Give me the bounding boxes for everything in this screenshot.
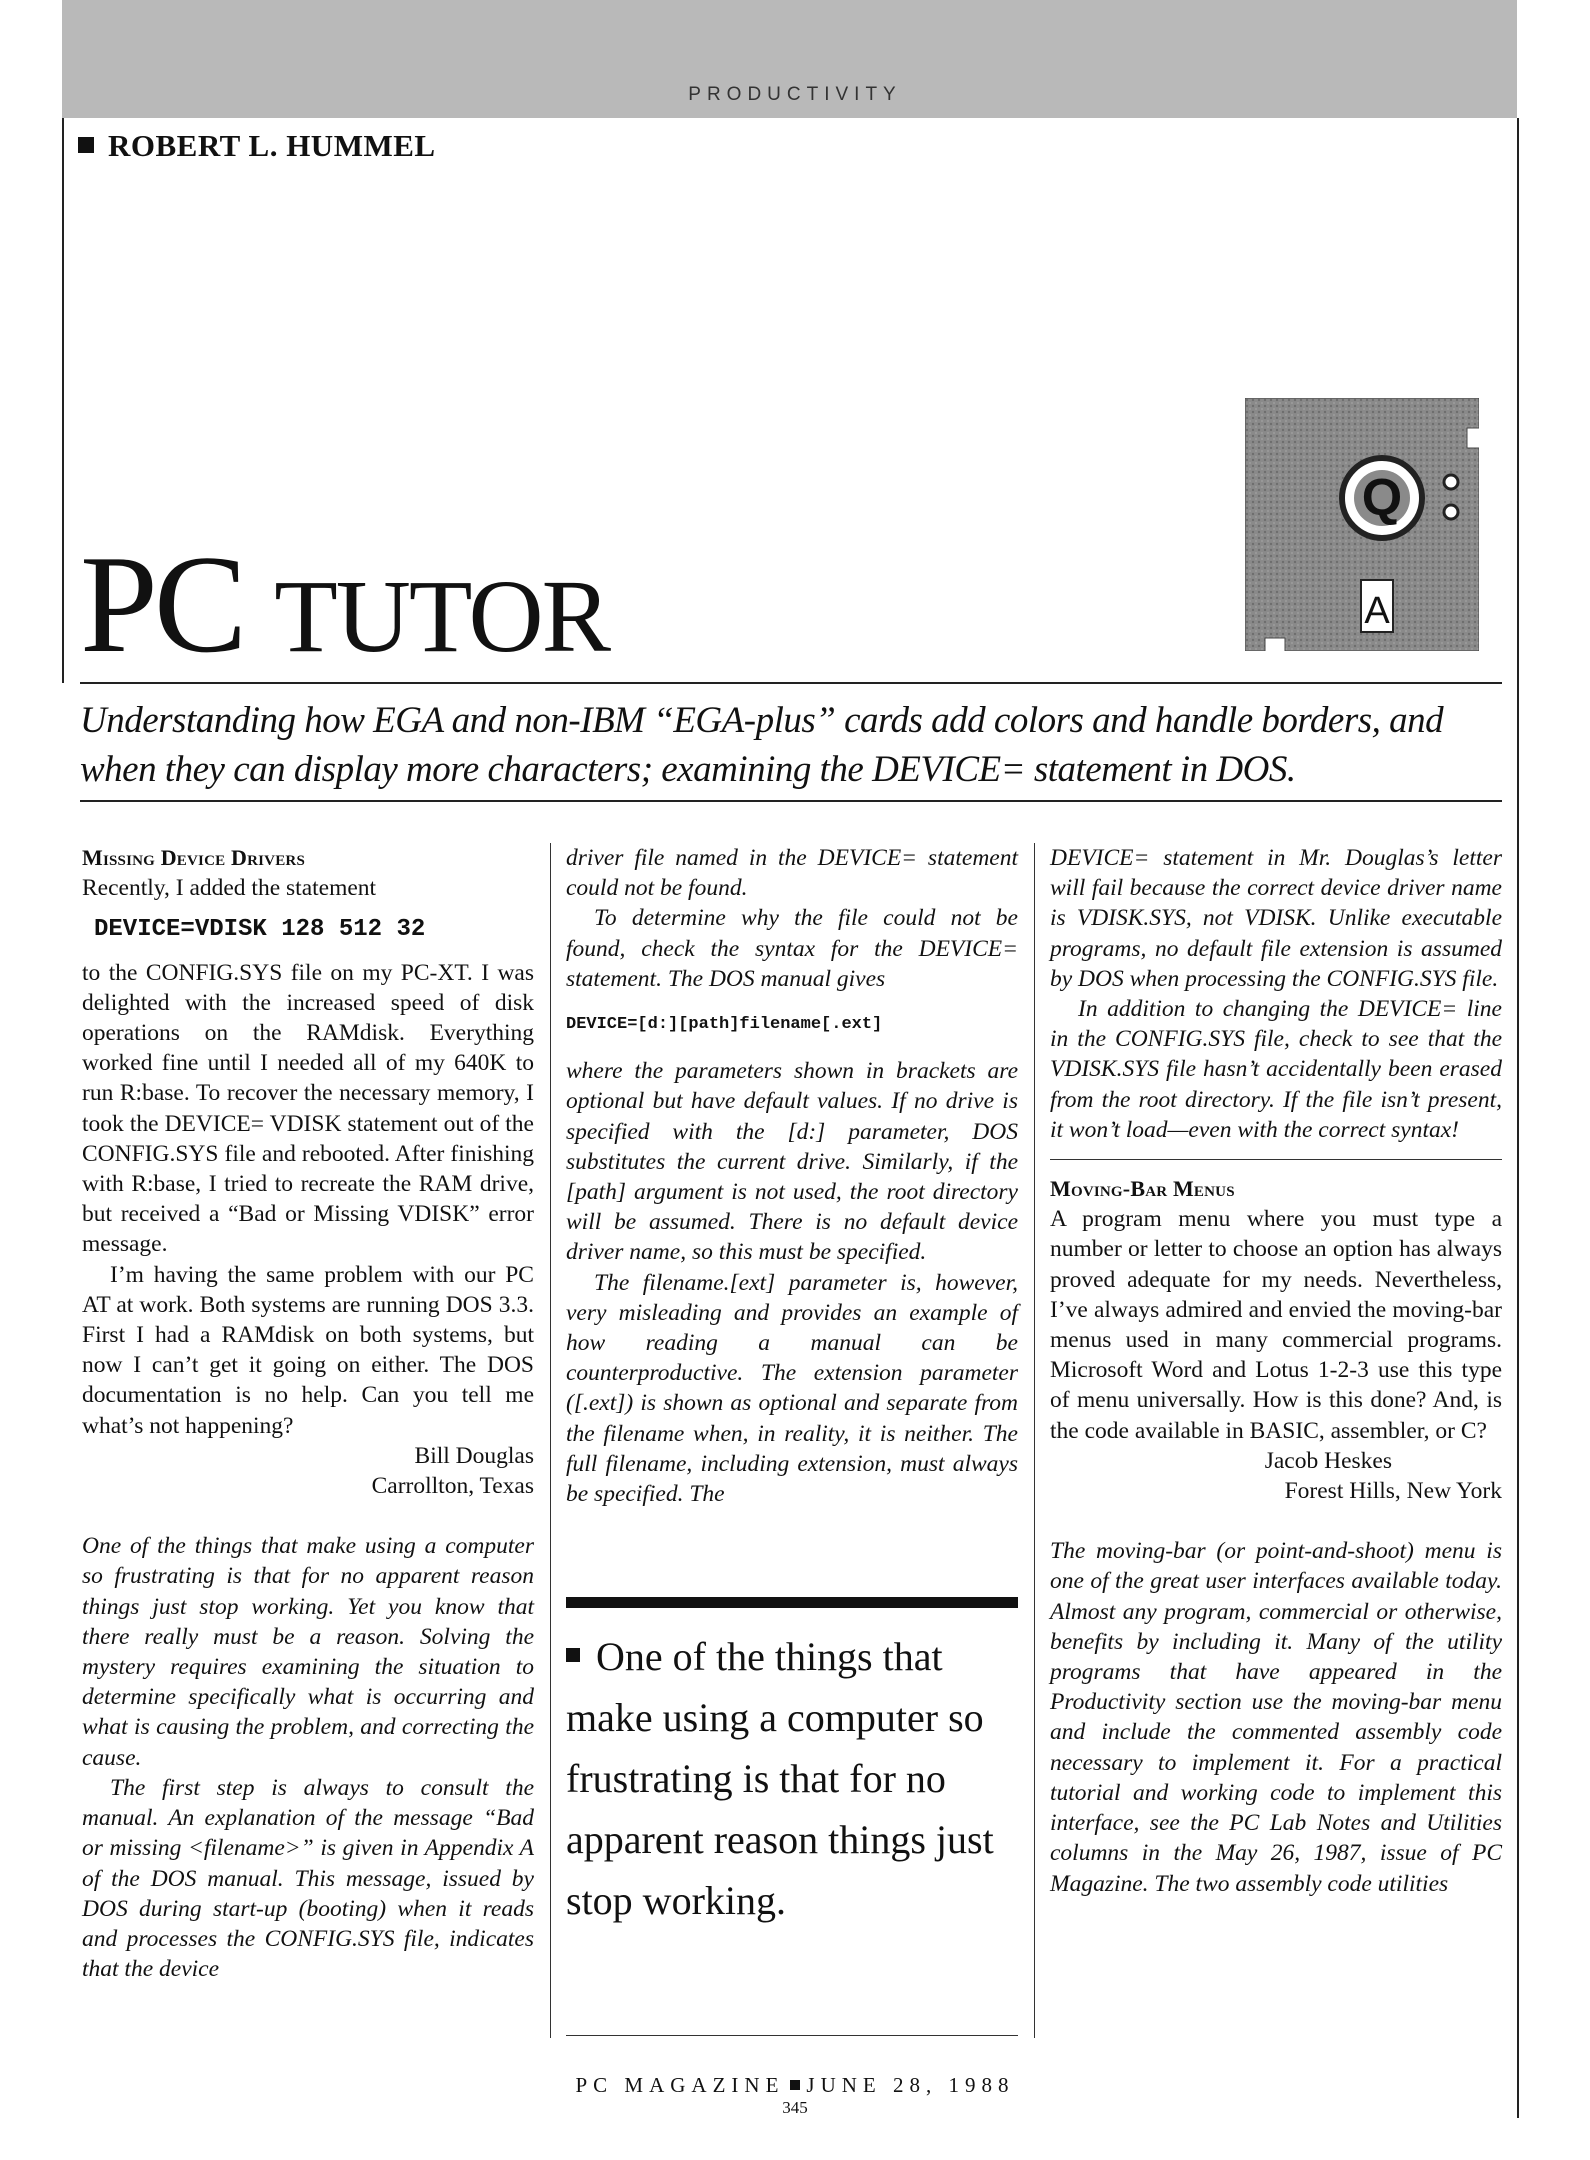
answer-paragraph: The moving-bar (or point-and-shoot) menu is one of the great user interfaces available today. Almost any program, commercial or otherwise, benefits by including it. Many of the utility programs that have appeared in the Productivity section use the moving-bar menu and include the commented assembly code necessary to implement it. For a practical tutorial and working code to implement this interface, see the PC Lab Notes and Utilities columns in the May 26, 1987, issue of PC Magazine. The two assembly code utilities xyxy=(1050,1538,1502,1897)
page-title xyxy=(80,527,610,682)
letter-signature-name: Jacob Heskes xyxy=(1264,1447,1392,1474)
section-rule xyxy=(1050,1159,1502,1160)
pullquote xyxy=(566,1626,1018,1931)
column-2 xyxy=(566,843,1018,1509)
title-pc: PC xyxy=(80,527,244,682)
left-border-rule xyxy=(62,118,64,683)
bullet-square-icon xyxy=(566,1648,580,1662)
answer-paragraph: driver file named in the DEVICE= statement could not be found. xyxy=(566,845,1018,902)
pullquote-text: One of the things that make using a computer so frustrating is that for no apparent reason things just stop working. xyxy=(566,1634,994,1923)
article-deck: Understanding how EGA and non-IBM “EGA-plus” cards add colors and handle borders, and when they can display more characters; examining the DEVICE= statement in DOS. xyxy=(80,700,1444,790)
answer-paragraph: The filename.[ext] parameter is, however, very misleading and provides an example of how reading a manual can be counterproductive. The extension parameter ([.ext]) is shown as optional and separate from the filename when, in reality, it is neither. The full filename, including extension, must always be specified. The xyxy=(566,1269,1018,1508)
logo-q-letter: Q xyxy=(1361,469,1403,527)
letter-signature-name: Bill Douglas xyxy=(414,1442,534,1469)
subhead-missing-device-drivers: Missing Device Drivers xyxy=(82,845,305,870)
footer-date: JUNE 28, 1988 xyxy=(806,2073,1015,2097)
code-sample: DEVICE=VDISK 128 512 32 xyxy=(94,916,426,944)
footer-magazine: PC MAGAZINE xyxy=(575,2073,785,2097)
floppy-disk-qa-icon xyxy=(1245,398,1501,651)
letter-paragraph: A program menu where you must type a number or letter to choose an option has always proved adequate for my needs. Nevertheless, I’ve always admired and envied the moving-bar menus used in many commercial programs. Microsoft Word and Lotus 1-2-3 use this type of menu universally. How is this done? And, is the code available in BASIC, assembler, or C? xyxy=(1050,1206,1502,1444)
section-label: PRODUCTIVITY xyxy=(688,84,902,105)
pullquote-top-bar xyxy=(566,1597,1018,1608)
bullet-square-icon xyxy=(78,137,94,153)
answer-paragraph: One of the things that make using a computer so frustrating is that for no apparent reason things just stop working. Yet you know that there really must be a reason. Solving the mystery requires examining the situation to determine specifically what is occurring and what is causing the problem, and correcting the cause. xyxy=(82,1533,534,1771)
author-name: ROBERT L. HUMMEL xyxy=(108,128,436,163)
letter-paragraph: Recently, I added the statement xyxy=(82,875,377,902)
right-border-rule xyxy=(1517,118,1519,2118)
subhead-moving-bar-menus: Moving-Bar Menus xyxy=(1050,1176,1235,1202)
column-3 xyxy=(1050,843,1502,1899)
answer-paragraph: where the parameters shown in brackets are optional but have default values. If no drive is specified with the [d:] parameter, DOS substitutes the current drive. Similarly, if the [path] argument is not used, the root directory will be assumed. There is no default device driver name, so this must be specified. xyxy=(566,1058,1018,1266)
answer-paragraph: In addition to changing the DEVICE= line in the CONFIG.SYS file, check to see that the VDISK.SYS file hasn’t accidentally been erased from the root directory. If the file isn’t present, it won’t load—even with the correct syntax! xyxy=(1050,996,1502,1143)
page-number: 345 xyxy=(782,2098,808,2117)
title-tutor: TUTOR xyxy=(274,559,610,674)
code-syntax: DEVICE=[d:][path]filename[.ext] xyxy=(566,1015,883,1035)
column-divider xyxy=(1034,843,1035,2038)
answer-paragraph: To determine why the file could not be found, check the syntax for the DEVICE= statement. The DOS manual gives xyxy=(566,905,1018,992)
letter-signature-place: Forest Hills, New York xyxy=(1284,1478,1502,1505)
column-divider xyxy=(550,843,551,2038)
column-1 xyxy=(82,843,534,1984)
letter-paragraph: I’m having the same problem with our PC AT at work. Both systems are running DOS 3.3. First I had a RAMdisk on both systems, but now I can’t get it going on either. The DOS documentation is no help. Can you tell me what’s not happening? xyxy=(82,1261,534,1439)
deck-rule xyxy=(80,800,1502,802)
logo-a-letter: A xyxy=(1364,590,1390,632)
letter-signature-place: Carrollton, Texas xyxy=(371,1473,534,1500)
answer-paragraph: DEVICE= statement in Mr. Douglas’s letter will fail because the correct device driver name is VDISK.SYS, not VDISK. Unlike executable programs, no default file extension is assumed by DOS when processing the CONFIG.SYS file. xyxy=(1050,845,1502,992)
pullquote-bottom-rule xyxy=(566,2035,1018,2036)
title-rule xyxy=(80,682,1502,684)
answer-paragraph: The first step is always to consult the manual. An explanation of the message “Bad or missing <filename>” is given in Appendix A of the DOS manual. This message, issued by DOS during start-up (booting) when it reads and processes the CONFIG.SYS file, indicates that the device xyxy=(82,1774,534,1983)
author-byline xyxy=(78,128,436,164)
bullet-square-icon xyxy=(790,2080,800,2090)
letter-paragraph: to the CONFIG.SYS file on my PC-XT. I was delighted with the increased speed of disk operations on the RAMdisk. Everything worked fine until I needed all of my 640K to run R:base. To recover the necessary memory, I took the DEVICE= VDISK statement out of the CONFIG.SYS file and rebooted. After finishing with R:base, I tried to recreate the RAM drive, but received a “Bad or Missing VDISK” error message. xyxy=(82,959,534,1258)
page-footer xyxy=(0,2073,1590,2098)
